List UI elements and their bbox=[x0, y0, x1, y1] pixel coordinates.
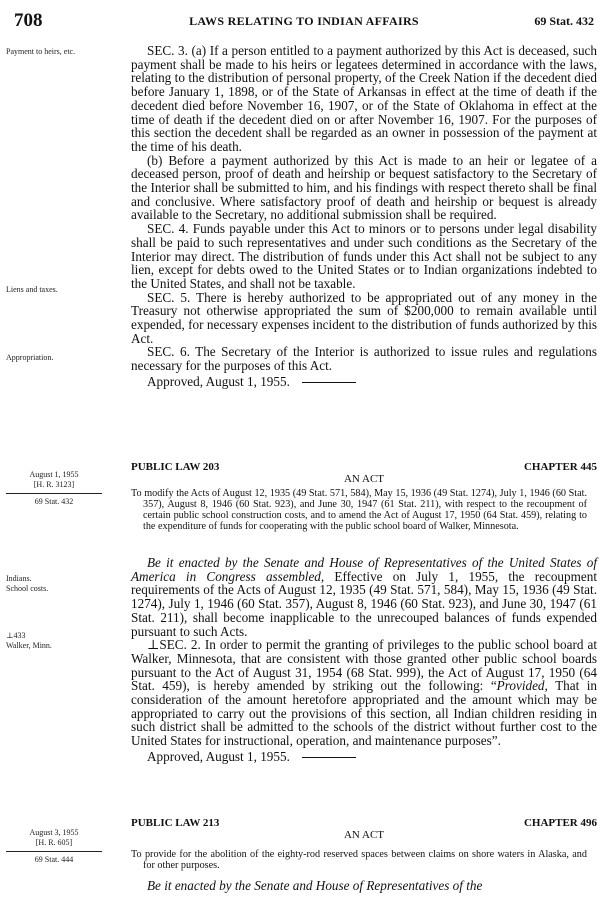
section-5: SEC. 5. There is hereby authorized to be appropriated out of any money in the Treasury not otherwise appropriated the sum of $200,000 to remain available until expended, for necessary expenses incident to the distribution of funds authorized by this Act. bbox=[131, 289, 597, 346]
running-title: LAWS RELATING TO INDIAN AFFAIRS bbox=[189, 14, 419, 28]
pl203-label: PUBLIC LAW 203 bbox=[131, 461, 220, 473]
pl203-section-2: ⊥SEC. 2. In order to permit the granting of privileges to the public school board at Walker, Minnesota, that are consistent with those granted other public school boards pursuant to the Act of August 31, 1954 (68 Stat. 999), the Act of August 17, 1950 (64 Stat. 459), is hereby amended by striking out the following: “Provided, That in consideration of the amount heretofore appropriated and the amount which may be appropriated to carry out the provisions of this section, all Indian children residing in such district shall be admitted to the schools of the district without further cost to the United States for instructional, operation, and maintenance purposes”. bbox=[131, 637, 597, 749]
pl203-description: To modify the Acts of August 12, 1935 (49 Stat. 571, 584), May 15, 1936 (49 Stat. 1274), July 1, 1946 (60 Stat. 357), August 8, 1946 (60 Stat. 923), and June 30, 1947 (61 Stat. 211), with respect to the recoupment of certain public school construction costs, and to amend the Act of August 17, 1950 (64 Stat. 459), relating to the expenditure of funds for cooperating with the public school board of Walker, Minnesota. bbox=[131, 488, 587, 532]
margin-pl203-block bbox=[6, 470, 102, 507]
pl203-bill: [H. R. 3123] bbox=[33, 480, 75, 489]
pl213-stat: 69 Stat. 444 bbox=[34, 855, 74, 864]
approved-line-2: Approved, August 1, 1955. bbox=[147, 750, 597, 764]
margin-note-liens-taxes: Liens and taxes. bbox=[6, 285, 58, 294]
pl203-date: August 1, 1955 bbox=[29, 470, 79, 479]
pl213-date: August 3, 1955 bbox=[29, 828, 79, 837]
pl203-act: AN ACT bbox=[343, 473, 385, 485]
margin-rule bbox=[6, 493, 102, 494]
margin-note-school-costs: School costs. bbox=[6, 584, 49, 593]
section-3b: (b) Before a payment authorized by this Act is made to an heir or legatee of a deceased person, proof of death and heirship or bequest satisfactory to the Secretary of the Interior shall be submitted to him, and his findings with respect thereto shall be final and conclusive. Where satisfactory proof of death and heirship or bequest is already available to the Secretary, no additional submission shall be required. bbox=[131, 152, 597, 223]
approved-line-1: Approved, August 1, 1955. bbox=[147, 375, 597, 389]
pl203-stat: 69 Stat. 432 bbox=[34, 497, 74, 506]
pl213-act: AN ACT bbox=[343, 829, 385, 841]
pl203-enacting-clause: Be it enacted by the Senate and House of Representatives of the United States of America in Congress assembled, Effective on July 1, 1955, the recoupment requirements of the Acts of August 12, 1935 (49 Stat. 571, 584), May 15, 1936 (49 Stat. 1274), July 1, 1946 (60 Stat. 357), August 8, 1946 (60 Stat. 923), and June 30, 1947 (61 Stat. 211), shall become inapplicable to the unrecouped balances of funds expended pursuant to such Acts. bbox=[131, 555, 597, 639]
pl213-bill: [H. R. 605] bbox=[35, 838, 73, 847]
margin-note-indians-block bbox=[6, 574, 116, 594]
pl213-label: PUBLIC LAW 213 bbox=[131, 817, 220, 829]
section-4: SEC. 4. Funds payable under this Act to minors or to persons under legal disability shall be paid to such representatives and under such conditions as the Secretary of the Interior may direct. The distribution of funds under this Act shall not be subject to any lien, except for debts owed to the United States or to Indian organizations indebted to the United States, and shall not be taxable. bbox=[131, 221, 597, 291]
running-header bbox=[0, 10, 608, 34]
pl213-body bbox=[131, 879, 597, 893]
pl203-body bbox=[131, 556, 597, 764]
margin-note-walker: Walker, Minn. bbox=[6, 641, 52, 650]
margin-note-indians: Indians. bbox=[6, 574, 32, 583]
margin-section-marker: ⊥433 bbox=[6, 631, 26, 640]
pl213-description: To provide for the abolition of the eighty-rod reserved spaces between claims on shore waters in Alaska, and for other purposes. bbox=[131, 849, 587, 871]
stat-reference: 69 Stat. 432 bbox=[534, 14, 594, 28]
margin-note-walker-block bbox=[6, 631, 116, 651]
section-6: SEC. 6. The Secretary of the Interior is authorized to issue rules and regulations necessary for the purposes of this Act. bbox=[131, 344, 597, 374]
pl213-chapter: CHAPTER 496 bbox=[523, 817, 597, 829]
margin-note-appropriation: Appropriation. bbox=[6, 353, 54, 362]
main-text-block bbox=[131, 44, 597, 389]
pl213-enacting-clause: Be it enacted by the Senate and House of Representatives of the bbox=[147, 878, 483, 893]
pl203-chapter: CHAPTER 445 bbox=[523, 461, 597, 473]
margin-note-payment-heirs: Payment to heirs, etc. bbox=[6, 47, 76, 56]
margin-rule bbox=[6, 851, 102, 852]
page-number: 708 bbox=[14, 10, 43, 31]
section-3a: SEC. 3. (a) If a person entitled to a payment authorized by this Act is deceased, such payment shall be made to his heirs or legatees determined in accordance with the laws, relating to the distribution of personal property, of the Creek Nation if the decedent died before January 1, 1898, or of the State of Arkansas in effect at the time of death if the decedent died before November 16, 1907, or of the State of Oklahoma in effect at the time of death if the decedent died on or after November 16, 1907. For the purposes of this section the decedent shall be regarded as an owner in possession of the payment at the time of his death. bbox=[131, 43, 597, 154]
margin-pl213-block bbox=[6, 828, 102, 865]
